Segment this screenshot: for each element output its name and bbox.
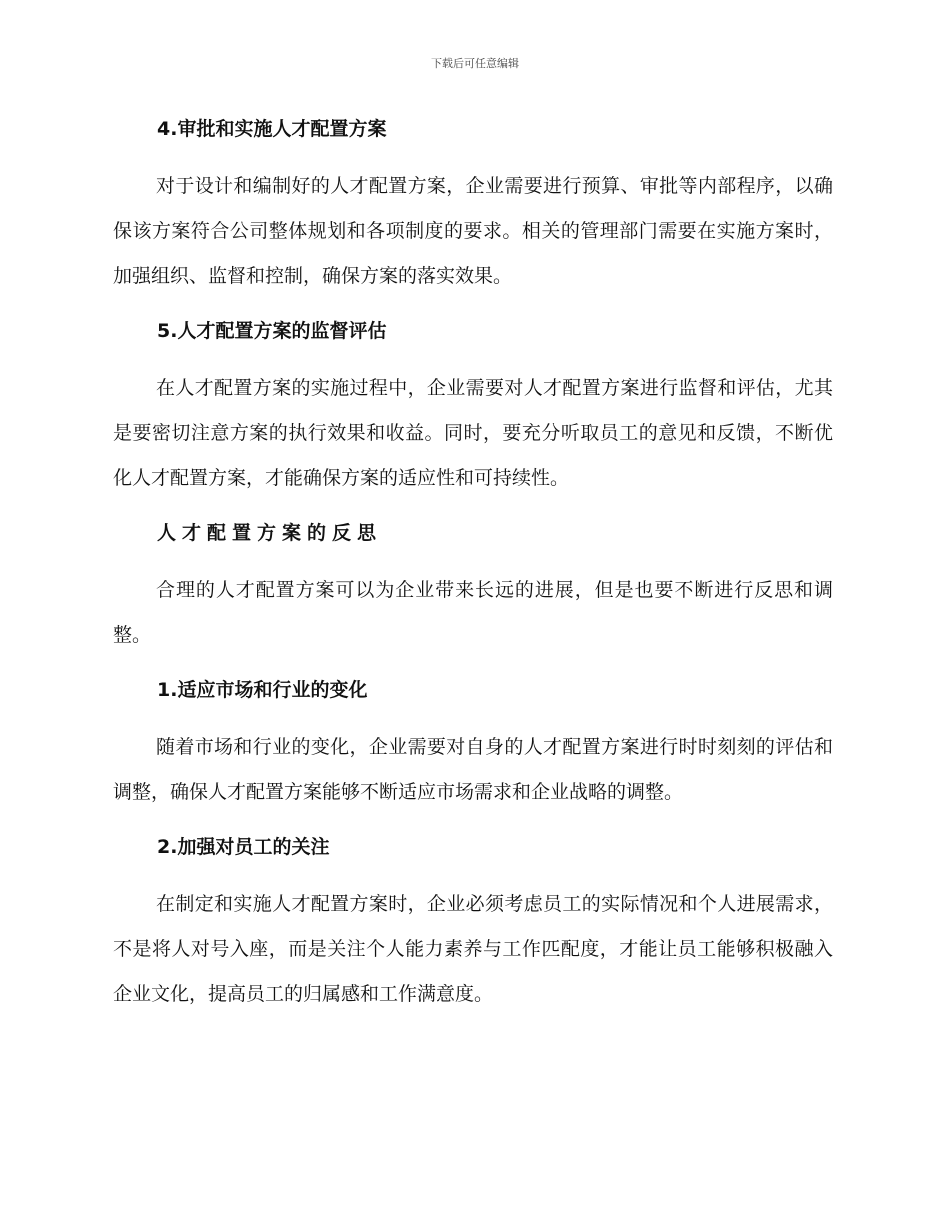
paragraph-employee-focus: 在制定和实施人才配置方案时，企业必须考虑员工的实际情况和个人进展需求，不是将人对号入座，而是关注个人能力素养与工作匹配度，才能让员工能够积极融入企业文化，提高员工的归属感和工作满意度。 — [113, 893, 833, 1005]
section-heading-evaluation: 5.人才配置方案的监督评估 — [157, 320, 387, 342]
paragraph-reflection: 合理的人才配置方案可以为企业带来长远的进展，但是也要不断进行反思和调整。 — [113, 579, 833, 646]
paragraph-market-change: 随着市场和行业的变化，企业需要对自身的人才配置方案进行时时刻刻的评估和调整，确保人才配置方案能够不断适应市场需求和企业战略的调整。 — [113, 736, 833, 803]
paragraph-evaluation: 在人才配置方案的实施过程中，企业需要对人才配置方案进行监督和评估，尤其是要密切注意方案的执行效果和收益。同时，要充分听取员工的意见和反馈，不断优化人才配置方案，才能确保方案的适应性和可持续性。 — [113, 377, 833, 489]
section-heading-reflection: 人才配置方案的反思 — [157, 522, 383, 544]
paragraph-approval: 对于设计和编制好的人才配置方案，企业需要进行预算、审批等内部程序，以确保该方案符合公司整体规划和各项制度的要求。相关的管理部门需要在实施方案时，加强组织、监督和控制，确保方案的落实效果。 — [113, 175, 833, 287]
section-heading-employee-focus: 2.加强对员工的关注 — [157, 836, 330, 858]
section-heading-approval: 4.审批和实施人才配置方案 — [157, 118, 387, 140]
document-body — [113, 108, 833, 1028]
header-note: 下载后可任意编辑 — [431, 57, 519, 70]
section-heading-market-change: 1.适应市场和行业的变化 — [157, 679, 368, 701]
